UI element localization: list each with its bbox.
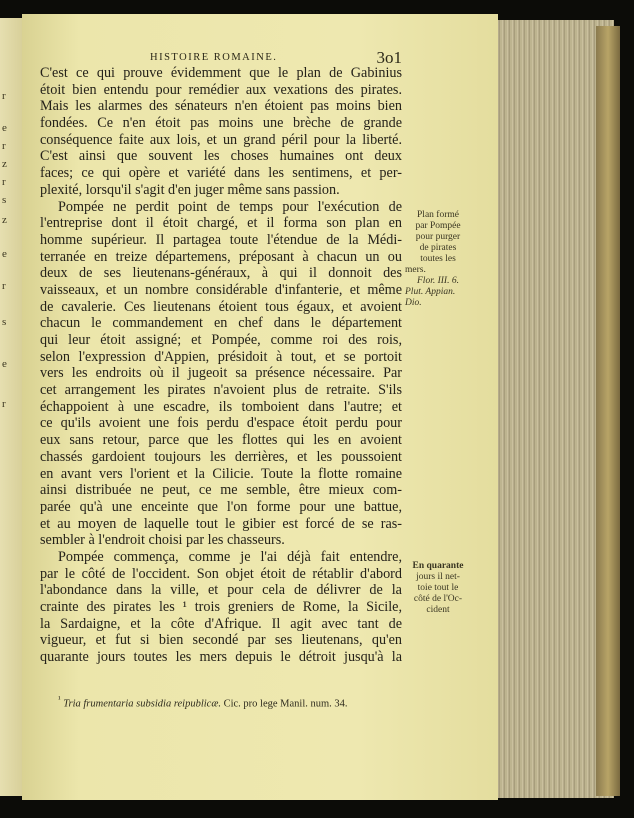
left-fragment: z [2,158,7,170]
left-fragment: e [2,248,7,260]
margin-line: toutes les [420,254,456,264]
margin-line: par Pompée [415,221,461,231]
text-line: deux de ses lieutenans-généraux, à qui il donnoit des [40,265,402,282]
text-line: chacun le commandement en chef dans le département [40,315,402,332]
left-fragment: r [2,140,6,152]
margin-line: mers. [405,265,426,275]
left-fragment: r [2,176,6,188]
left-fragment: r [2,280,6,292]
text-line: faces; ce qui opère et variété dans les sentimens, et per- [40,165,402,182]
text-line: C'est ce qui prouve évidemment que le plan de Gabinius [40,65,402,81]
text-line: fondées. Ce n'en étoit pas moins une brèche de grande [40,115,402,132]
text-line: et au moyen de laquelle tout le gibier est forcé de se ras- [40,515,402,532]
margin-note-plan [405,210,471,309]
text-line: de cavalerie. Ces lieutenans étoient tous égaux, et avoient [40,298,402,315]
text-line: cet arrangement les pirates n'avoient plus de retraite. S'ils [40,382,402,399]
margin-line: En quarante [412,561,464,571]
text-line: quarante jours toutes les mers depuis le détroit jusqu'à la [40,649,402,666]
text-line: étoit bien entendu pour remédier aux vexations des pirates. [40,81,402,98]
margin-source: Plut. Appian. [405,287,456,297]
text-line: plexité, lorsqu'il s'agit d'en juger même sans passion. [40,181,340,198]
margin-line: de pirates [419,243,457,253]
book-cover [596,26,620,796]
margin-line: toie tout le [417,583,459,593]
margin-line: Plan formé [417,210,459,220]
running-title: HISTOIRE ROMAINE. [150,52,278,63]
text-line: échappoient à une escadre, ils tomboient dans l'autre; et [40,398,402,415]
footnote-citation: Cic. pro lege Manil. num. 34. [223,698,348,710]
text-line: qui leur étoit assigné; et Pompée, comme roi des rois, [40,332,402,348]
text-line: vigueur, et fut si bien secondé par ses lieutenans, qu'en [40,632,402,649]
left-fragment: e [2,358,7,370]
page-number: 3o1 [376,48,402,67]
text-line: C'est ainsi que souvent les choses humaines ont deux [40,148,402,165]
text-line: conséquence faite aux lois, et un grand péril pour la liberté. [40,131,402,148]
left-fragment: z [2,214,7,226]
text-line: en avant vers l'orient et la Cilicie. Toute la flotte romaine [40,465,402,482]
margin-source: Flor. III. 6. [417,276,459,286]
footnote-quote: Tria frumentaria subsidia reipublicæ. [63,698,221,710]
text-line: sembler à l'endroit choisi par les chasseurs. [40,532,285,549]
text-line: vers les endroits où il jugeoit sa présence nécessaire. Par [40,365,402,382]
text-line: Pompée commença, comme je l'ai déjà fait entendre, [58,548,402,565]
margin-line: côté de l'Oc- [413,594,463,604]
text-line: selon l'expression d'Appien, présidoit à tout, et se portoit [40,348,402,365]
footnote-marker: ¹ [58,694,61,704]
left-fragment: r [2,398,6,410]
margin-line: pour purger [415,232,461,242]
text-line: l'abondance dans la ville, et pour cela de délivrer de la [40,582,402,599]
left-page-edge [0,18,22,796]
text-line: vaisseaux, et un nombre considérable d'infanterie, et même [40,281,402,298]
text-line: terranée en treize départemens, préposant à chacun un ou [40,248,402,265]
left-fragment: s [2,194,7,206]
text-line: eux sans retour, parce que les flottes qui les en avoient [40,432,402,449]
text-line: Pompée ne perdit point de temps pour l'exécution de [58,198,402,215]
margin-line: cident [426,605,450,615]
margin-note-quarante [405,561,471,616]
text-line: la Sardaigne, et la côte d'Afrique. Il agit avec tant de [40,615,402,632]
left-fragment: s [2,316,7,328]
margin-line: jours il net- [416,572,460,582]
text-line: homme supérieur. Il partagea toute l'étendue de la Médi- [40,231,402,248]
text-line: crainte des pirates les ¹ trois greniers de Rome, la Sicile, [40,599,402,615]
text-line: parée qu'à une enceinte que l'on forme pour une battue, [40,498,402,515]
text-line: Mais les alarmes des sénateurs n'en étoient pas moins bien [40,98,402,115]
body-text [40,65,402,666]
footnote [58,694,348,710]
text-line: chassés gardoient toujours les derrières, et les poussoient [40,448,402,465]
left-fragment: e [2,122,7,134]
text-line: par le côté de l'occident. Son objet étoit de rétablir d'abord [40,565,402,582]
margin-source: Dio. [405,298,422,308]
text-line: ainsi distribuée ne peut, ce me semble, être mieux com- [40,482,402,499]
text-line: l'entreprise dont il étoit chargé, et il forma son plan en [40,215,402,232]
left-fragment: r [2,90,6,102]
text-line: ce qu'ils avoient une fois perdu d'espace étoit perdu pour [40,415,402,432]
